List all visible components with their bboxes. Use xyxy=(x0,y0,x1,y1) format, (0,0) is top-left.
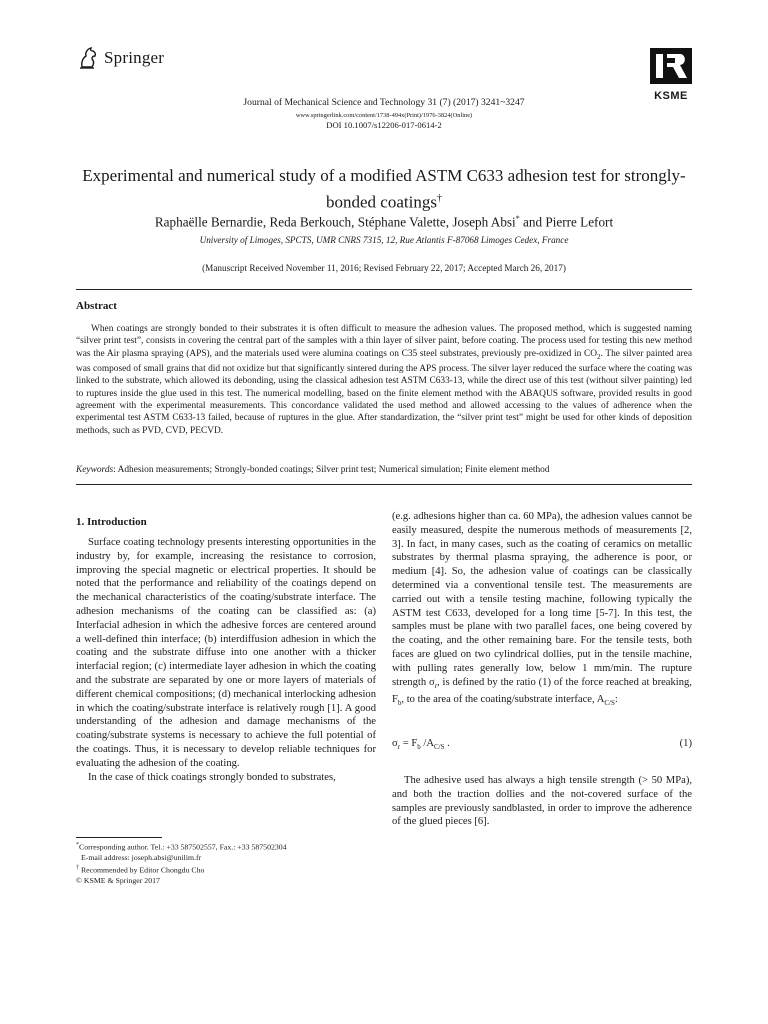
manuscript-dates: (Manuscript Received November 11, 2016; Revised February 22, 2017; Accepted March 26, 2017) xyxy=(202,263,566,273)
author-list xyxy=(0,214,768,230)
authors-end: and Pierre Lefort xyxy=(519,214,614,230)
col2-sub-r: r xyxy=(434,681,438,690)
footnotes xyxy=(76,840,287,887)
keywords xyxy=(76,465,692,475)
springer-horse-icon xyxy=(78,46,98,70)
col2-text: (e.g. adhesions higher than ca. 60 MPa), the adhesion values cannot be easily measured, despite the numerous methods of measurements [2, 3]. In fact, in many cases, such as the coating of ceramics on metallic substrates by thermal plasma spraying, the adherence is poor, or medium [4]. So, the adhesion value of coatings can be classically determined via a conventional tensile test. The measurements are carried out with a tensile testing machine, following typically the ASTM test C633, developed for a long time [5-7]. In this test, the samples must be plane with two parallel faces, one being covered by the coating, and the other remaining bare. For the tensile tests, both faces are glued on two cylindrical dollies, put in the tensile machine, with pulling rates generally low, below 1 mm/min. The rupture strength σ xyxy=(392,511,692,688)
col2-mid2: , to the area of the coating/substrate interface, A xyxy=(401,694,605,706)
title-mark: † xyxy=(436,193,442,204)
ksme-label: KSME xyxy=(654,90,688,102)
footnote-corresponding xyxy=(76,840,287,853)
abstract-part-2: . The silver painted area was composed of small grains that did not oxidize but that significantly sintered during the APS process. The silver layer reduced the surface where the coating was linked to the substrate, which allowed its debonding, using the classical adhesion test ASTM C633-13, while the direct use of this test (without silver painting) led to ruptures inside the glue used in this test. The numerical modelling, based on the finite element method with the ABAQUS software, provided results in good agreement with the experimental measurements. This concordance validated the used method and allowed accessing to the values of adherence when the experimental test ASTM C633-13 failed, because of ruptures in the glue. After standardization, the “silver print test” might be used for other kinds of deposition methods, such as PVD, CVD, PECVD. xyxy=(76,348,692,436)
ksme-logo xyxy=(650,48,692,102)
col2-end: : xyxy=(614,694,618,706)
col2-sub-cs: C/S xyxy=(604,699,615,708)
abstract-part-1: When coatings are strongly bonded to their substrates it is often difficult to measure the adhesion values. The proposed method, which is suggested naming “silver print test”, consists in covering the central part of the samples with a thin layer of silver paint, before coating. The process used for testing this new method was the Air plasma spraying (APS), and the materials used were alumina coatings on C35 steel substrates, previously pre-oxidized in CO xyxy=(76,324,692,359)
publisher-name: Springer xyxy=(104,48,165,67)
abstract-sub: 2 xyxy=(597,352,601,361)
footnote-copyright: © KSME & Springer 2017 xyxy=(76,876,160,886)
equation-number: (1) xyxy=(679,738,692,749)
eq-rhs-sub: C/S xyxy=(433,743,445,752)
keywords-label: Keywords xyxy=(76,465,114,475)
bottom-divider xyxy=(76,484,692,485)
intro-paragraph-2: In the case of thick coatings strongly bonded to substrates, xyxy=(88,771,336,783)
keywords-list: : Adhesion measurements; Strongly-bonded coatings; Silver print test; Numerical simulation; Finite element method xyxy=(113,465,550,475)
springer-logo xyxy=(78,46,164,70)
footnote-email: E-mail address: joseph.absi@unilim.fr xyxy=(81,853,202,862)
doi: DOI 10.1007/s12206-017-0614-2 xyxy=(326,120,442,130)
fn-corr-mark: * xyxy=(76,842,79,848)
right-column-paragraph xyxy=(392,510,692,711)
journal-citation: Journal of Mechanical Science and Technology 31 (7) (2017) 3241~3247 xyxy=(243,97,525,108)
left-column xyxy=(76,536,376,784)
paper-title xyxy=(80,164,688,214)
eq-rhs: /A xyxy=(420,738,434,749)
right-column xyxy=(392,510,692,711)
abstract-heading: Abstract xyxy=(76,300,117,312)
affiliation: University of Limoges, SPCTS, UMR CNRS 7315, 12, Rue Atlantis F-87068 Limoges Cedex, France xyxy=(199,235,569,245)
fn-corr-text: Corresponding author. Tel.: +33 587502557, Fax.: +33 587502304 xyxy=(79,842,287,852)
abstract-text xyxy=(76,323,692,437)
authors-main: Raphaëlle Bernardie, Reda Berkouch, Stéphane Valette, Joseph Absi xyxy=(154,214,516,230)
intro-paragraph-1: Surface coating technology presents interesting opportunities in the industry by, for example, increasing the resistance to corrosion, improving the special magnetic or electrical properties. It should be noted that the performance and reliability of the coatings depend on the mechanical characteristics of the coating/substrate interface. The adhesion mechanisms of the coating can be classified as: (a) Interfacial adhesion in which the adhesive forces are centered around a well-defined thin interface; (b) interdiffusion adhesion in which the coating and the substrate diffuse into one another with a thicker interfacial region; (c) intermediate layer adhesion in which the coating and the substrate are separated by one or more layers of materials of different chemical compositions; (d) mechanical interlocking adhesion in which the coating/substrate interface is relatively rough [1]. A good understanding of the adhesion and damage mechanisms of the coating/substrate systems is necessary to achieve the full potential of the coatings. Thus, it is necessary to develop reliable techniques for evaluating the adhesion of the coating. xyxy=(76,537,376,769)
eq-mid: = F xyxy=(400,738,418,749)
fn-rec-text: Recommended by Editor Chongdu Cho xyxy=(79,866,205,875)
eq-mid-sub: b xyxy=(417,743,421,752)
top-divider xyxy=(76,289,692,290)
equation-1 xyxy=(392,738,692,751)
eq-lhs-sub: r xyxy=(397,743,401,752)
right-column-bottom xyxy=(392,774,692,829)
right-column-paragraph-2: The adhesive used has always a high tensile strength (> 50 MPa), and both the traction dollies and the not-covered surface of the samples are previously sandblasted, in order to improve the adherence of the glued pieces [6]. xyxy=(392,775,692,828)
eq-dot: . xyxy=(444,738,450,749)
corresponding-mark: * xyxy=(515,214,520,223)
footnote-divider xyxy=(76,837,162,838)
footnote-recommended xyxy=(76,863,287,876)
col2-sub-b: b xyxy=(397,699,402,708)
fn-rec-mark: † xyxy=(76,865,79,872)
section-heading-introduction: 1. Introduction xyxy=(76,516,147,528)
eq-lhs: σ xyxy=(392,738,398,749)
journal-url: www.springerlink.com/content/1738-494x(Print)/1976-3824(Online) xyxy=(295,112,473,119)
col2-mid: , is defined by the ratio (1) of the force reached at breaking, F xyxy=(392,676,692,706)
paper-title-text: Experimental and numerical study of a modified ASTM C633 adhesion test for strongly-bonded coatings xyxy=(82,166,686,212)
ksme-emblem-icon xyxy=(650,48,692,84)
